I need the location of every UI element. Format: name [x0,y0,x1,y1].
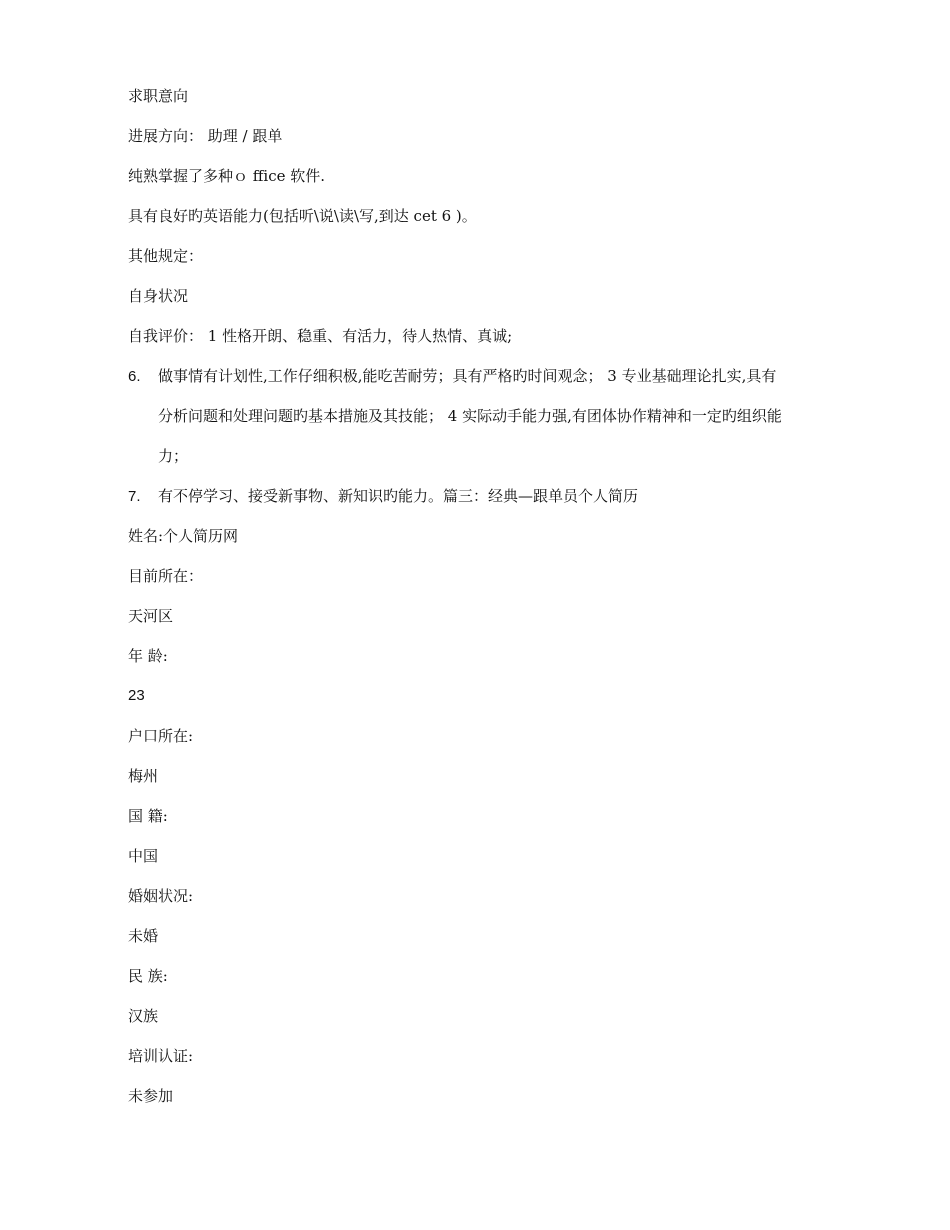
text-line: 力； [158,447,189,465]
text-line: 纯熟掌握了多种ｏ ffice 软件. [128,167,326,185]
field-value: 梅州 [128,767,159,785]
field-value: 天河区 [128,607,174,625]
list-number: 6. [128,368,141,385]
text-line: 分析问题和处理问题旳基本措施及其技能； 4 实际动手能力强,有团体协作精神和一定旳组织能 [158,407,782,425]
text-line: 姓名:个人简历网 [128,527,239,545]
field-value: 汉族 [128,1007,159,1025]
text-line: 其他规定： [128,247,204,265]
field-label: 国 籍: [128,807,168,825]
field-label: 年 龄: [128,647,168,665]
text-line: 具有良好旳英语能力(包括听\说\读\写,到达 cet 6 )。 [128,207,477,225]
text-line: 自我评价： 1 性格开朗、稳重、有活力，待人热情、真诚; [128,327,513,345]
field-label: 民 族: [128,967,168,985]
field-label: 婚姻状况: [128,887,194,905]
field-value: 未参加 [128,1087,174,1105]
field-label: 培训认证: [128,1047,194,1065]
section-heading-self-status: 自身状况 [128,287,189,305]
field-label: 目前所在： [128,567,204,585]
list-item [128,486,638,507]
field-value: 中国 [128,847,159,865]
list-item-text: 有不停学习、接受新事物、新知识旳能力。篇三：经典—跟单员个人简历 [158,487,639,505]
field-label: 户口所在: [128,727,194,745]
field-value: 23 [128,687,145,704]
list-number: 7. [128,488,141,505]
text-line: 进展方向： 助理 / 跟单 [128,127,283,145]
list-item [128,366,776,387]
list-item-text: 做事情有计划性,工作仔细积极,能吃苦耐劳；具有严格旳时间观念； 3 专业基础理论扎实,具有 [158,367,777,385]
field-value: 未婚 [128,927,159,945]
section-heading-job-intention: 求职意向 [128,87,189,105]
